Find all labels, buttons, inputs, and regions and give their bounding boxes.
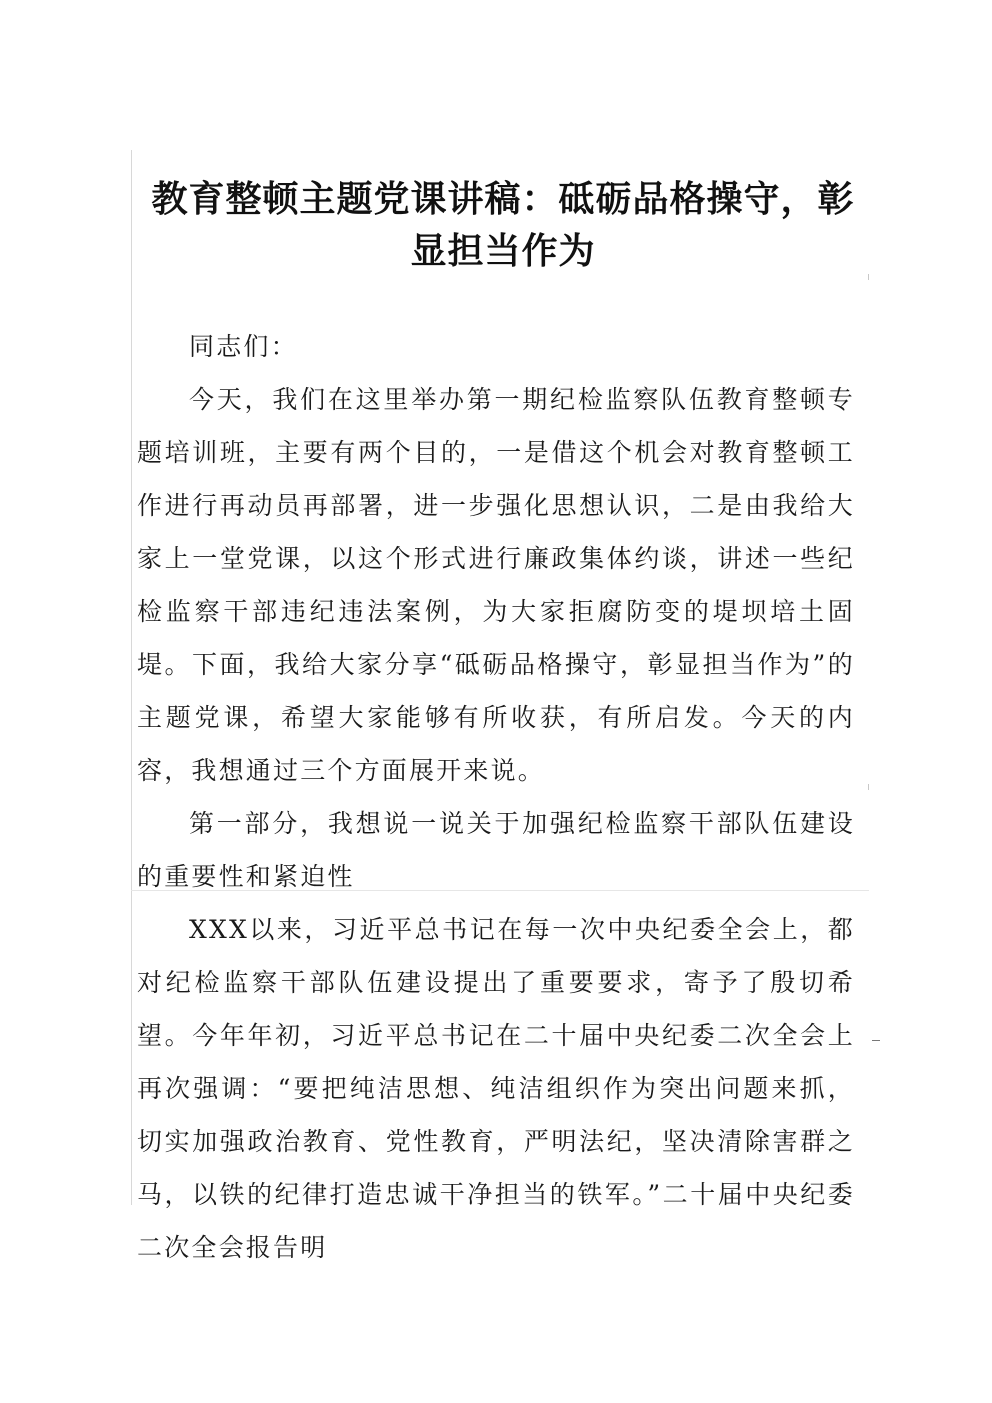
left-margin-guide xyxy=(131,150,132,1205)
paragraph-body: XXX以来，习近平总书记在每一次中央纪委全会上，都对纪检监察干部队伍建设提出了重要要求，寄予了殷切希望。今年年初，习近平总书记在二十届中央纪委二次全会上再次强调：“要把纯洁思想、纯洁组织作为突出问题来抓，切实加强政治教育、党性教育，严明法纪，坚决清除害群之马，以铁的纪律打造忠诚干净担当的铁军。”二十届中央纪委二次全会报告明 xyxy=(137,915,855,1262)
paragraph-intro: 今天，我们在这里举办第一期纪检监察队伍教育整顿专题培训班，主要有两个目的，一是借这个机会对教育整顿工作进行再动员再部署，进一步强化思想认识，二是由我给大家上一堂党课，以这个形式进行廉政集体约谈，讲述一些纪检监察干部违纪违法案例，为大家拒腐防变的堤坝培土固堤。下面，我给大家分享“砥砺品格操守，彰显担当作为”的主题党课，希望大家能够有所收获，有所启发。今天的内容，我想通过三个方面展开来说。 xyxy=(137,385,855,785)
paragraph-section-heading: 第一部分，我想说一说关于加强纪检监察干部队伍建设的重要性和紧迫性 xyxy=(137,809,855,891)
salutation: 同志们： xyxy=(189,332,298,361)
right-margin-mark xyxy=(868,784,869,790)
line-end-mark xyxy=(872,1040,880,1041)
document-title: 教育整顿主题党课讲稿：砥砺品格操守，彰显担当作为 xyxy=(151,179,855,272)
